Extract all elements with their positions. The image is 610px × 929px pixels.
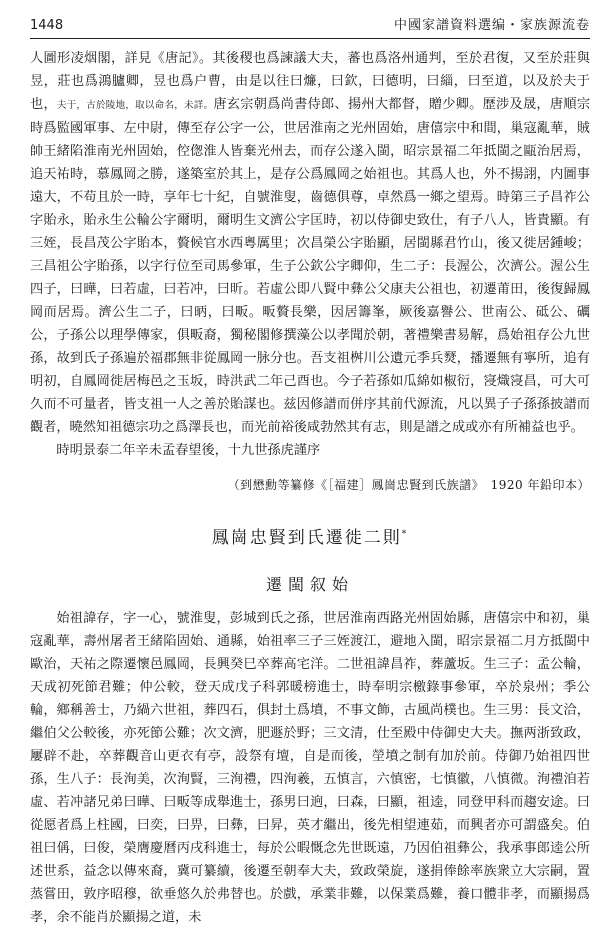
section-title-text: 鳳崗忠賢到氏遷徙二則: [211, 528, 402, 548]
footnote-mark: *: [401, 529, 409, 540]
paragraph-1: [30, 47, 590, 439]
document-page: [30, 14, 590, 929]
section-1: [30, 47, 590, 462]
series-title: 中國家譜資料選编・家族源流卷: [393, 18, 590, 33]
page-number: 1448: [30, 18, 64, 33]
section-2: [30, 607, 590, 929]
paragraph-text: 人圖形凌烟閣，詳見《唐記》。其後稷也爲諫議大夫，蕃也爲洛州通判，至於君復，又至於莊與昱，莊也爲鴻臚卿，昱也爲户曹，由是以往曰燫，曰欽，曰德明，曰緇，曰至道，以及於夫于也，: [30, 51, 590, 112]
paragraph-text: 唐玄宗朝爲尚書侍郎、揚州大都督，贈少卿。歷涉及晟，唐順宗時爲監國軍事、左中尉，傳至存公字一公，世居淮南之光州固始，唐僖宗中和間，巢寇亂華，賊帥王緒陷淮南光州固始，倥偬淮人皆棄光州去，而存公遂入閩，昭宗景福二年抵閩之甌治居焉，追天祐時，慕鳳岡之勝，遂築室於其上，是存公爲鳳岡之始祖也。其爲人也，外不揚詡，内圖事遠大，不苟且於一時，享年七十紀，自號淮叟，齒德俱尊，卓然爲一鄉之望焉。時第三子昌祚公字貽永，貽永生公輪公字爾明，爾明生文濟公字匡時，初以侍御史致仕，有子八人，皆貴顯。有三姪，長昌茂公字貽本，贅候官水西粵厲里；次昌榮公字貽顯，居閩縣君竹山，後又徙居鍾峻；三昌祖公字貽孫，以字行位至司馬參軍，生子公欽公字卿仰，生二子：長渥公，次濟公。渥公生四子，曰曄，曰若虛，曰若冲，曰昕。若虛公即八賢中彝公父康夫公祖也，初遷莆田，後復歸鳳岡而居焉。濟公生二子，曰昞，曰畈。畈贅長樂，因居籌峯，厥後嘉譽公、世南公、砥公、礪公，子孫公以理學傳家，俱畈裔，獨秘閣修撰藻公以孝聞於朝，著禮樂書易解，爲始祖存公九世孫，故到氏子孫遍於福郡無非從鳳岡一脉分也。吾支祖桝川公遺元季兵燹，播遷無有寧所，追有明初，自鳳岡徙居梅邑之玉坂，時洪武二年己酉也。今子若孫如瓜綿如椒衍，寖熾寖昌，可大可久而不可量者，皆支祖一人之善於貽謀也。兹因修譜而併序其前代源流，凡以異子子孫孫披譜而觀者，曉然知祖德宗功之爲澤長也，而光前裕後咸勃然其有志，則是譜之成或亦有所補益也乎。: [30, 97, 591, 435]
running-header: [30, 14, 590, 39]
source-citation: （到懋勳等纂修《［福建］鳳崗忠賢到氏族譜》 1920 年鉛印本）: [227, 478, 590, 492]
inline-note: 夫于，古於陵地，取以命名，未詳。: [56, 100, 214, 111]
signature-line: 時明景泰二年辛未孟春望後，十九世孫虎謹序: [56, 443, 321, 458]
section-title: [30, 523, 590, 548]
section-subtitle: 遷閩叙始: [265, 575, 354, 594]
paragraph-2: 始祖諱存，字一心，號淮叟，彭城到氏之孫，世居淮南西路光州固始縣，唐僖宗中和初，巢寇亂華，壽州屠者王緒陷固始、通縣，始祖率三子三姪渡江，避地入閩，昭宗景福二月方抵閩中歐治，天祐之際遷懷邑鳳岡，長興癸巳卒葬高宅洋。二世祖諱昌祚，葬蘆坂。生三子：孟公輪，天成初死節君難；仲公較，登天成戊子科郭暖榜進士，時奉明宗檄錄事參軍，卒於泉州；季公輪，鄉稱善士，乃緺六世祖，葬四石，俱封土爲墳，不事文飾，古風尚樸也。生三男：長文洽，繼伯父公較後，亦死節公難；次文濟，肥遯於野；三文清，仕至殿中侍御史大夫。撫两浙致政，屢辟不赴，卒葬觀音山更衣有亭，設祭有壇，自是而後，塋墳之制有加於前。侍御乃始祖四世孫，生八子：長洵美，次洵賢，三洵禮，四洵羲，五慎言，六慎密，七慎徽，八慎微。洵禮洎若虛、若冲諸兄弟曰曄、曰畈等成舉進士，孫男曰逈，曰森，曰顯，祖逵，同登甲科而趨安途。曰從愿者爲上柱國，曰奕，曰畀，曰彝，曰昇，英才繼出，後先相望連茹，而興者亦可謂盛矣。伯祖曰偁，曰俊，榮膺慶曆丙戌科進士，每於公暇慨念先世既遠，乃因伯祖彝公，我承事郎逵公所述世系，益念以傳來裔，冀可纂續，後遷至朝奉大夫，致政榮旋，遂捐俸餘率族衆立大宗嗣，置蒸嘗田，敦序昭穆，欲垂悠久於弗替也。於戲，承業非難，以保業爲難，養口體非孝，而顯揚爲孝，余不能肖於顯揚之道，未: [30, 611, 590, 925]
